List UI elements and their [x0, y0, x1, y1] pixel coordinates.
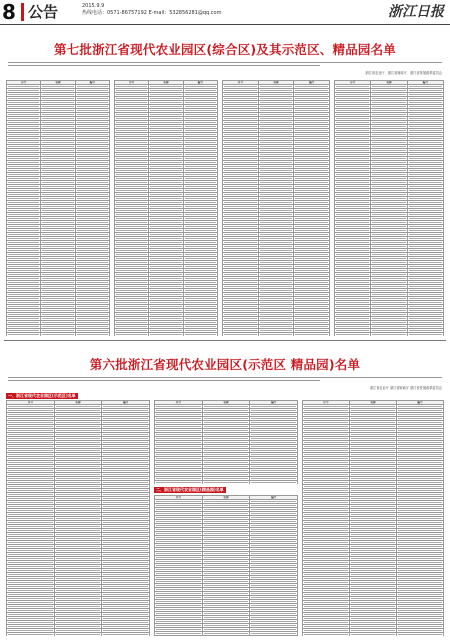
table-header-cell: 序号 — [7, 81, 41, 85]
table-cell-placeholder — [407, 333, 443, 337]
table-cell-placeholder — [115, 333, 149, 337]
table-row — [155, 481, 298, 485]
masthead-contact: 热线电话：0571-86757192 E-mail：532856281@qq.com — [82, 10, 222, 16]
table-header-cell: 编号 — [294, 81, 330, 85]
table-cell-placeholder — [335, 333, 371, 337]
intro-line-placeholder — [8, 65, 320, 66]
table-cell-placeholder — [250, 636, 298, 637]
table-header-cell: 编号 — [397, 401, 444, 405]
table-row — [155, 636, 298, 637]
masthead — [0, 0, 450, 26]
table-cell-placeholder — [155, 636, 203, 637]
table-row — [335, 333, 444, 337]
table-cell-placeholder — [202, 636, 250, 637]
table-header-row — [7, 81, 110, 85]
section-divider — [4, 340, 446, 341]
table-row — [223, 333, 330, 337]
masthead-date: 2015.9.9 — [82, 3, 105, 9]
intro-line-placeholder — [8, 380, 320, 381]
page-number: 8 — [2, 0, 16, 24]
masthead-rule — [0, 24, 450, 25]
table-row — [303, 633, 444, 637]
notice-6-label-1: 一、浙江省现代农业园区(示范区)名单 — [8, 393, 76, 398]
table-cell-placeholder — [202, 481, 250, 485]
notice-7-intro — [8, 60, 442, 68]
table-header-cell: 编号 — [75, 81, 109, 85]
notice-7-title: 第七批浙江省现代农业园区(综合区)及其示范区、精品园名单 — [53, 42, 397, 57]
table-cell-placeholder — [303, 633, 350, 637]
table-cell-placeholder — [397, 633, 444, 637]
table-cell-placeholder — [102, 633, 150, 637]
notice-7-table-4 — [334, 80, 444, 336]
table-header-cell: 名称 — [54, 401, 102, 405]
notice-7-table-2 — [114, 80, 218, 336]
table-cell-placeholder — [258, 333, 294, 337]
table-header-cell: 序号 — [155, 401, 203, 405]
table-header-row — [115, 81, 218, 85]
table-cell-placeholder — [183, 333, 217, 337]
table-header-cell: 序号 — [303, 401, 350, 405]
intro-line-placeholder — [8, 377, 442, 378]
table-row — [115, 333, 218, 337]
table-cell-placeholder — [371, 333, 407, 337]
notice-6-table-3 — [154, 495, 298, 636]
table-row — [7, 633, 150, 637]
table-header-row — [303, 401, 444, 405]
table-header-cell: 名称 — [371, 81, 407, 85]
notice-6-table-4 — [302, 400, 444, 636]
section-bar — [21, 3, 24, 21]
notice-7-org: 浙江省农业厅、浙江省财政厅、浙江省发展改革委员会 — [365, 71, 442, 75]
table-header-cell: 名称 — [202, 496, 250, 500]
table-header-cell: 名称 — [41, 81, 75, 85]
notice-6-intro — [8, 375, 442, 383]
table-header-cell: 编号 — [183, 81, 217, 85]
table-cell-placeholder — [75, 333, 109, 337]
notice-6-table-2 — [154, 400, 298, 484]
paper-name: 浙江日报 — [388, 4, 444, 20]
table-cell-placeholder — [294, 333, 330, 337]
table-header-cell: 名称 — [350, 401, 397, 405]
table-header-row — [7, 401, 150, 405]
notice-6-label-2: 二、浙江省现代农业园区(精品园)名单 — [156, 487, 224, 492]
table-header-cell: 名称 — [258, 81, 294, 85]
notice-7-table-3 — [222, 80, 330, 336]
table-cell-placeholder — [223, 333, 259, 337]
table-cell-placeholder — [250, 481, 298, 485]
table-header-cell: 序号 — [223, 81, 259, 85]
table-header-row — [155, 401, 298, 405]
table-header-cell: 序号 — [7, 401, 55, 405]
notice-7-table-1 — [6, 80, 110, 336]
table-header-row — [335, 81, 444, 85]
table-cell-placeholder — [7, 333, 41, 337]
table-header-cell: 编号 — [250, 496, 298, 500]
table-cell-placeholder — [350, 633, 397, 637]
intro-line-placeholder — [8, 62, 442, 63]
notice-6-org: 浙江省农业厅 浙江省财政厅 浙江省发展改革委员会 — [369, 386, 442, 390]
table-header-cell: 序号 — [335, 81, 371, 85]
masthead-meta — [82, 3, 222, 17]
table-header-cell: 编号 — [407, 81, 443, 85]
table-header-row — [223, 81, 330, 85]
table-header-cell: 编号 — [102, 401, 150, 405]
table-cell-placeholder — [41, 333, 75, 337]
table-row — [7, 333, 110, 337]
table-header-row — [155, 496, 298, 500]
table-cell-placeholder — [155, 481, 203, 485]
table-header-cell: 序号 — [115, 81, 149, 85]
notice-6-table-1 — [6, 400, 150, 636]
table-cell-placeholder — [149, 333, 183, 337]
notice-6-title: 第六批浙江省现代农业园区(示范区 精品园)名单 — [89, 357, 361, 372]
table-cell-placeholder — [54, 633, 102, 637]
table-header-cell: 名称 — [202, 401, 250, 405]
section-title: 公告 — [28, 3, 59, 21]
table-header-cell: 序号 — [155, 496, 203, 500]
table-cell-placeholder — [7, 633, 55, 637]
table-header-cell: 编号 — [250, 401, 298, 405]
table-header-cell: 名称 — [149, 81, 183, 85]
